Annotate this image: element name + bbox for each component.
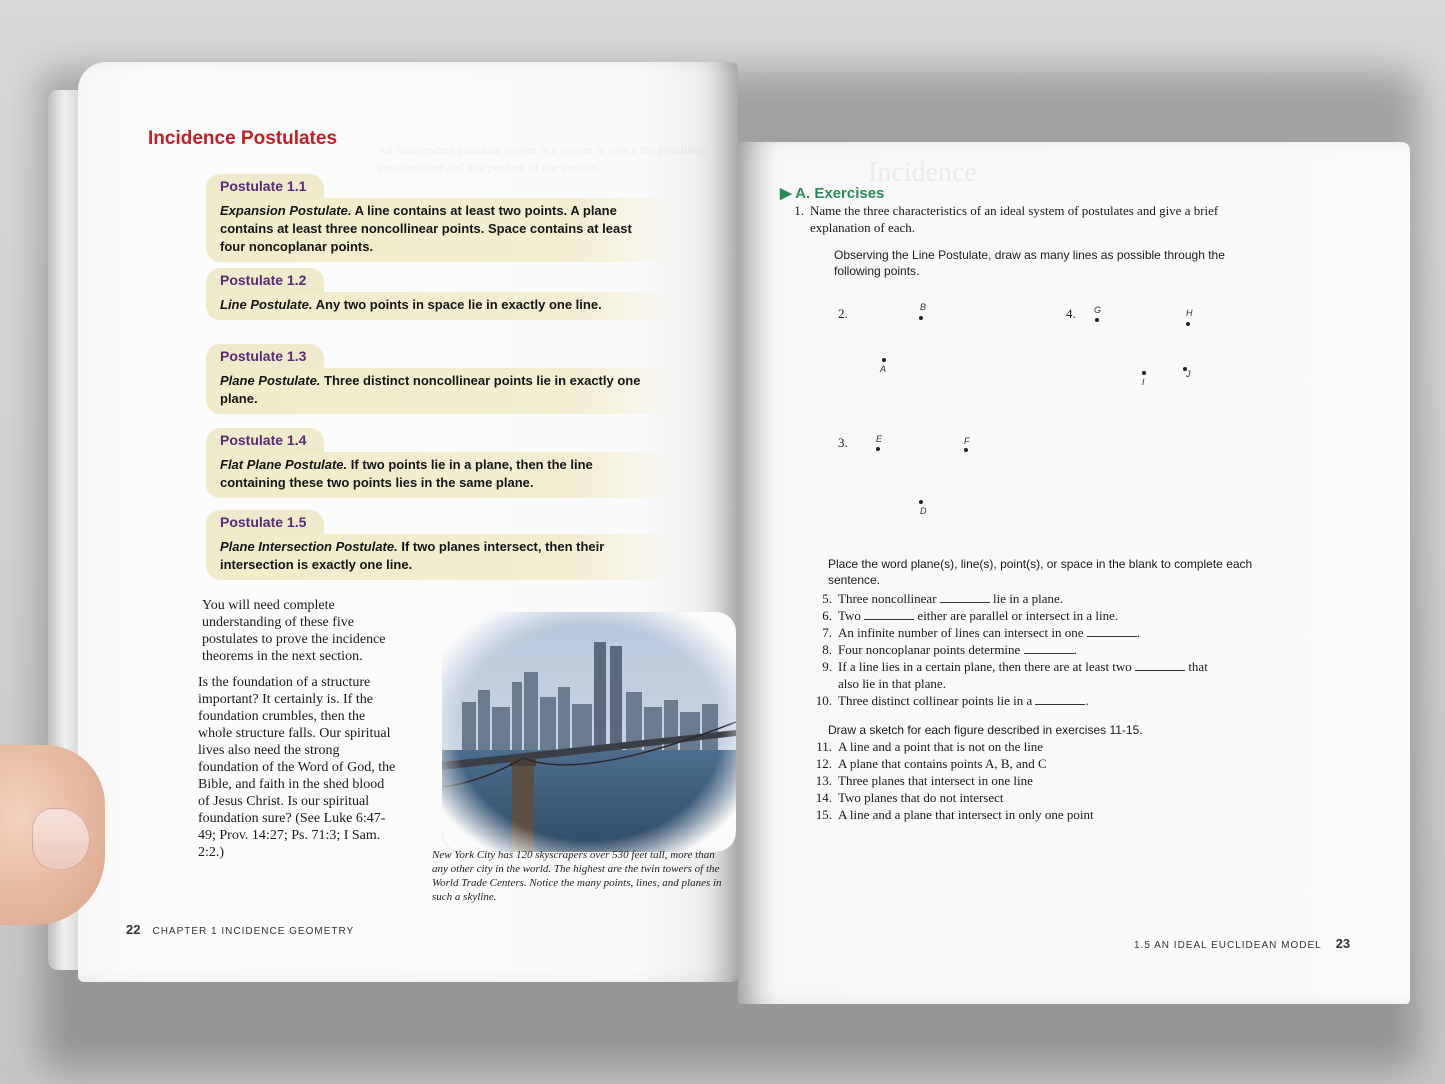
section-title-footer: 1.5 AN IDEAL EUCLIDEAN MODEL — [1134, 940, 1322, 951]
postulate-1-1 — [206, 174, 676, 262]
postulate-text: Plane Postulate. Three distinct noncollinear points lie in exactly one plane. — [206, 368, 676, 414]
point-label-B: B — [920, 302, 927, 312]
answer-blank[interactable] — [1135, 659, 1185, 671]
answer-blank[interactable] — [864, 608, 914, 620]
chapter-title: CHAPTER 1 INCIDENCE GEOMETRY — [152, 926, 355, 937]
point-label-G: G — [1094, 305, 1102, 315]
page-number: 23 — [1335, 936, 1351, 951]
postulate-text: Line Postulate. Any two points in space lie in exactly one line. — [206, 292, 676, 320]
instruction-line-postulate: Observing the Line Postulate, draw as many lines as possible through the following points. — [834, 248, 1225, 278]
postulate-number: Postulate 1.3 — [206, 344, 324, 368]
instruction-fill-blank: Place the word plane(s), line(s), point(s), or space in the blank to complete each sentence. — [828, 557, 1253, 587]
postulate-text: Flat Plane Postulate. If two points lie in a plane, then the line containing these two points lies in the same plane. — [206, 452, 676, 498]
exercise-3-number: 3. — [838, 435, 848, 450]
exercise-9-continued: also lie in that plane. — [838, 676, 946, 691]
postulate-text: Expansion Postulate. A line contains at least two points. A plane contains at least three noncollinear points. Space contains at least four noncoplanar points. — [206, 198, 676, 262]
point-D — [919, 500, 923, 504]
postulate-1-3 — [206, 344, 676, 414]
exercise-15: 15. A line and a plane that intersect in only one point — [815, 807, 1094, 822]
point-label-D: D — [920, 506, 927, 516]
exercise-4-number: 4. — [1066, 306, 1076, 321]
page-number: 22 — [126, 922, 141, 937]
postulate-text: Plane Intersection Postulate. If two planes intersect, then their intersection is exactly one line. — [206, 534, 676, 580]
point-label-A: A — [880, 364, 887, 374]
exercise-7: 7. An infinite number of lines can intersect in one . — [822, 625, 1140, 640]
play-arrow-icon: ▶ — [780, 185, 796, 202]
exercise-14: 14. Two planes that do not intersect — [815, 790, 1004, 805]
point-G — [1095, 318, 1099, 322]
exercise-1: 1. Name the three characteristics of an ideal system of postulates and give a brief explanation of each. — [794, 203, 1219, 235]
answer-blank[interactable] — [1035, 693, 1085, 705]
photo-caption: New York City has 120 skyscrapers over 530 feet tall, more than any other city in the world. The highest are the twin towers of the World Trade Centers. Notice the many points, lines, and planes in such a skyline. — [432, 849, 722, 903]
point-label-H: H — [1186, 308, 1193, 318]
point-F — [964, 448, 968, 452]
point-A — [882, 358, 886, 362]
point-label-E: E — [876, 434, 883, 444]
exercise-6: 6. Two either are parallel or intersect in a line. — [822, 608, 1119, 623]
postulate-1-4 — [206, 428, 676, 498]
section-heading: Incidence Postulates — [148, 128, 338, 149]
point-I — [1142, 371, 1146, 375]
right-footer — [1134, 936, 1350, 951]
left-page — [78, 62, 738, 982]
paragraph-foundation: Is the foundation of a structure important? It certainly is. If the foundation crumbles, then the whole structure falls. Our spiritual lives also need the strong foundation of the Word of God, the Bible, and faith in the shed blood of Jesus Christ. Is our spiritual foundation sure? (See Luke 6:47-49; Prov. 14:27; Ps. 71:3; I Sam. 2:2.) — [198, 675, 396, 860]
exercise-10: 10. Three distinct collinear points lie in a . — [815, 693, 1089, 708]
postulate-number: Postulate 1.1 — [206, 174, 324, 198]
point-label-I: I — [1142, 377, 1145, 387]
answer-blank[interactable] — [940, 591, 990, 603]
answer-blank[interactable] — [1087, 625, 1137, 637]
thumbnail — [32, 808, 90, 870]
exercise-8: 8. Four noncoplanar points determine . — [822, 642, 1077, 657]
point-H — [1186, 322, 1190, 326]
postulate-1-5 — [206, 510, 676, 580]
postulate-number: Postulate 1.4 — [206, 428, 324, 452]
point-label-J: J — [1186, 369, 1191, 379]
point-B — [919, 316, 923, 320]
exercises-heading: ▶ A. Exercises — [780, 185, 885, 202]
point-E — [876, 447, 880, 451]
point-label-F: F — [964, 436, 970, 446]
exercise-5: 5. Three noncollinear lie in a plane. — [822, 591, 1064, 606]
exercise-11: 11. A line and a point that is not on the line — [816, 739, 1044, 754]
left-footer — [126, 922, 354, 937]
bleed-through-text: An independent postulate system is a system in which the postulates are consistent and independent of one another. — [378, 143, 706, 174]
postulate-number: Postulate 1.5 — [206, 510, 324, 534]
skyline-illustration — [442, 612, 736, 852]
skyline-photo — [442, 612, 736, 852]
exercise-9: 9. If a line lies in a certain plane, then there are at least two that — [822, 659, 1208, 674]
answer-blank[interactable] — [1024, 642, 1074, 654]
exercise-13: 13. Three planes that intersect in one line — [815, 773, 1033, 788]
exercise-12: 12. A plane that contains points A, B, and C — [815, 756, 1047, 771]
postulate-number: Postulate 1.2 — [206, 268, 324, 292]
paragraph-intro: You will need complete understanding of these five postulates to prove the incidence theorems in the next section. — [202, 598, 386, 664]
postulate-1-2 — [206, 268, 676, 320]
instruction-sketch: Draw a sketch for each figure described in exercises 11-15. — [828, 723, 1143, 737]
right-page — [738, 142, 1410, 1004]
bleed-through-heading: Incidence — [868, 157, 977, 188]
exercise-2-number: 2. — [838, 306, 848, 321]
